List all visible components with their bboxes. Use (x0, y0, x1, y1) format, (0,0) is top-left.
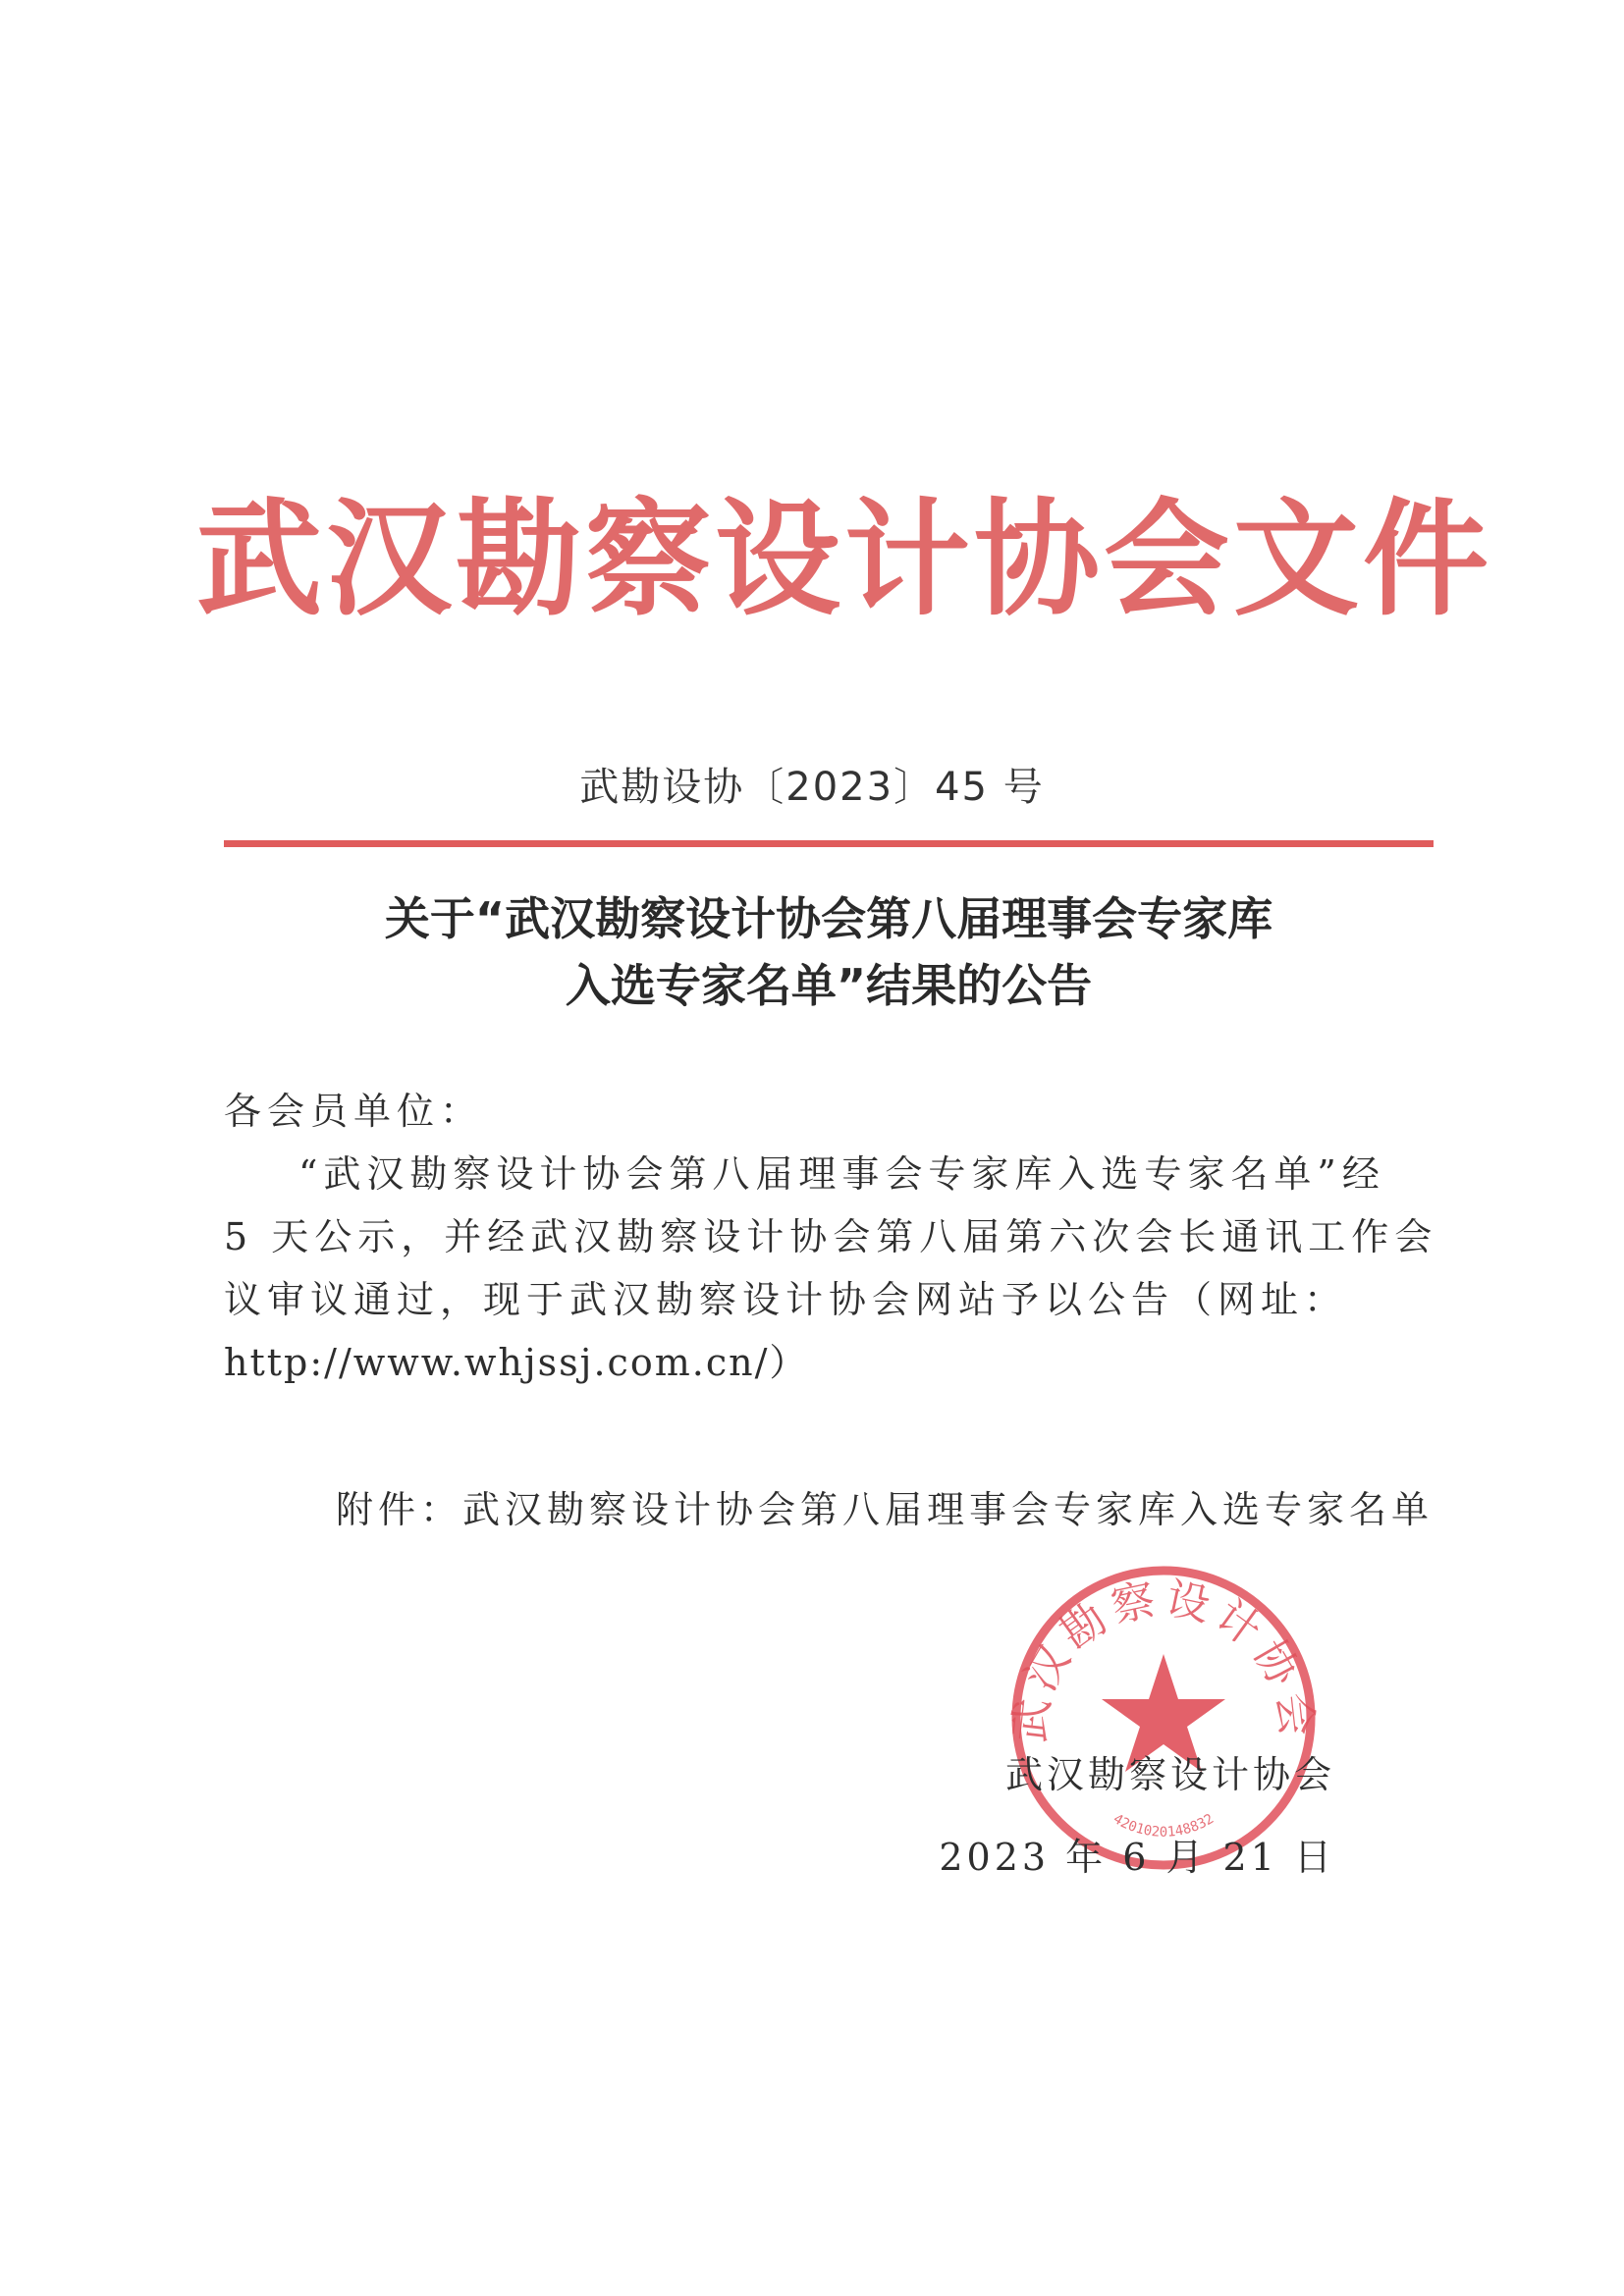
notice-title-line-2: 入选专家名单”结果的公告 (565, 959, 1093, 1012)
salutation: 各会员单位： (224, 1090, 484, 1133)
notice-title (224, 885, 1434, 1019)
signature-organization: 武汉勘察设计协会 (1004, 1753, 1335, 1796)
signature-block (923, 1734, 1335, 1898)
body-line-1: “武汉勘察设计协会第八届理事会专家库入选专家名单”经 (298, 1152, 1385, 1196)
notice-title-line-1: 关于“武汉勘察设计协会第八届理事会专家库 (384, 892, 1273, 945)
seal-code: 4201020148832 (1110, 1811, 1218, 1841)
signature-date: 2023 年 6 月 21 日 (939, 1836, 1335, 1879)
masthead-title: 武汉勘察设计协会文件 (196, 486, 1493, 633)
notice-body (224, 1080, 1441, 1394)
body-line-3: 议审议通过，现于武汉勘察设计协会网站予以公告（网址： (224, 1278, 1348, 1321)
document-number: 武勘设协〔2023〕45 号 (579, 765, 1045, 810)
red-divider-line (224, 840, 1434, 847)
seal-text: 武汉勘察设计协会 (1004, 1573, 1323, 1745)
website-url: http://www.whjssj.com.cn/） (224, 1341, 809, 1384)
body-line-2: 5 天公示，并经武汉勘察设计协会第八届第六次会长通讯工作会 (224, 1215, 1438, 1258)
attachment-note: 附件：武汉勘察设计协会第八届理事会专家库入选专家名单 (335, 1488, 1434, 1531)
